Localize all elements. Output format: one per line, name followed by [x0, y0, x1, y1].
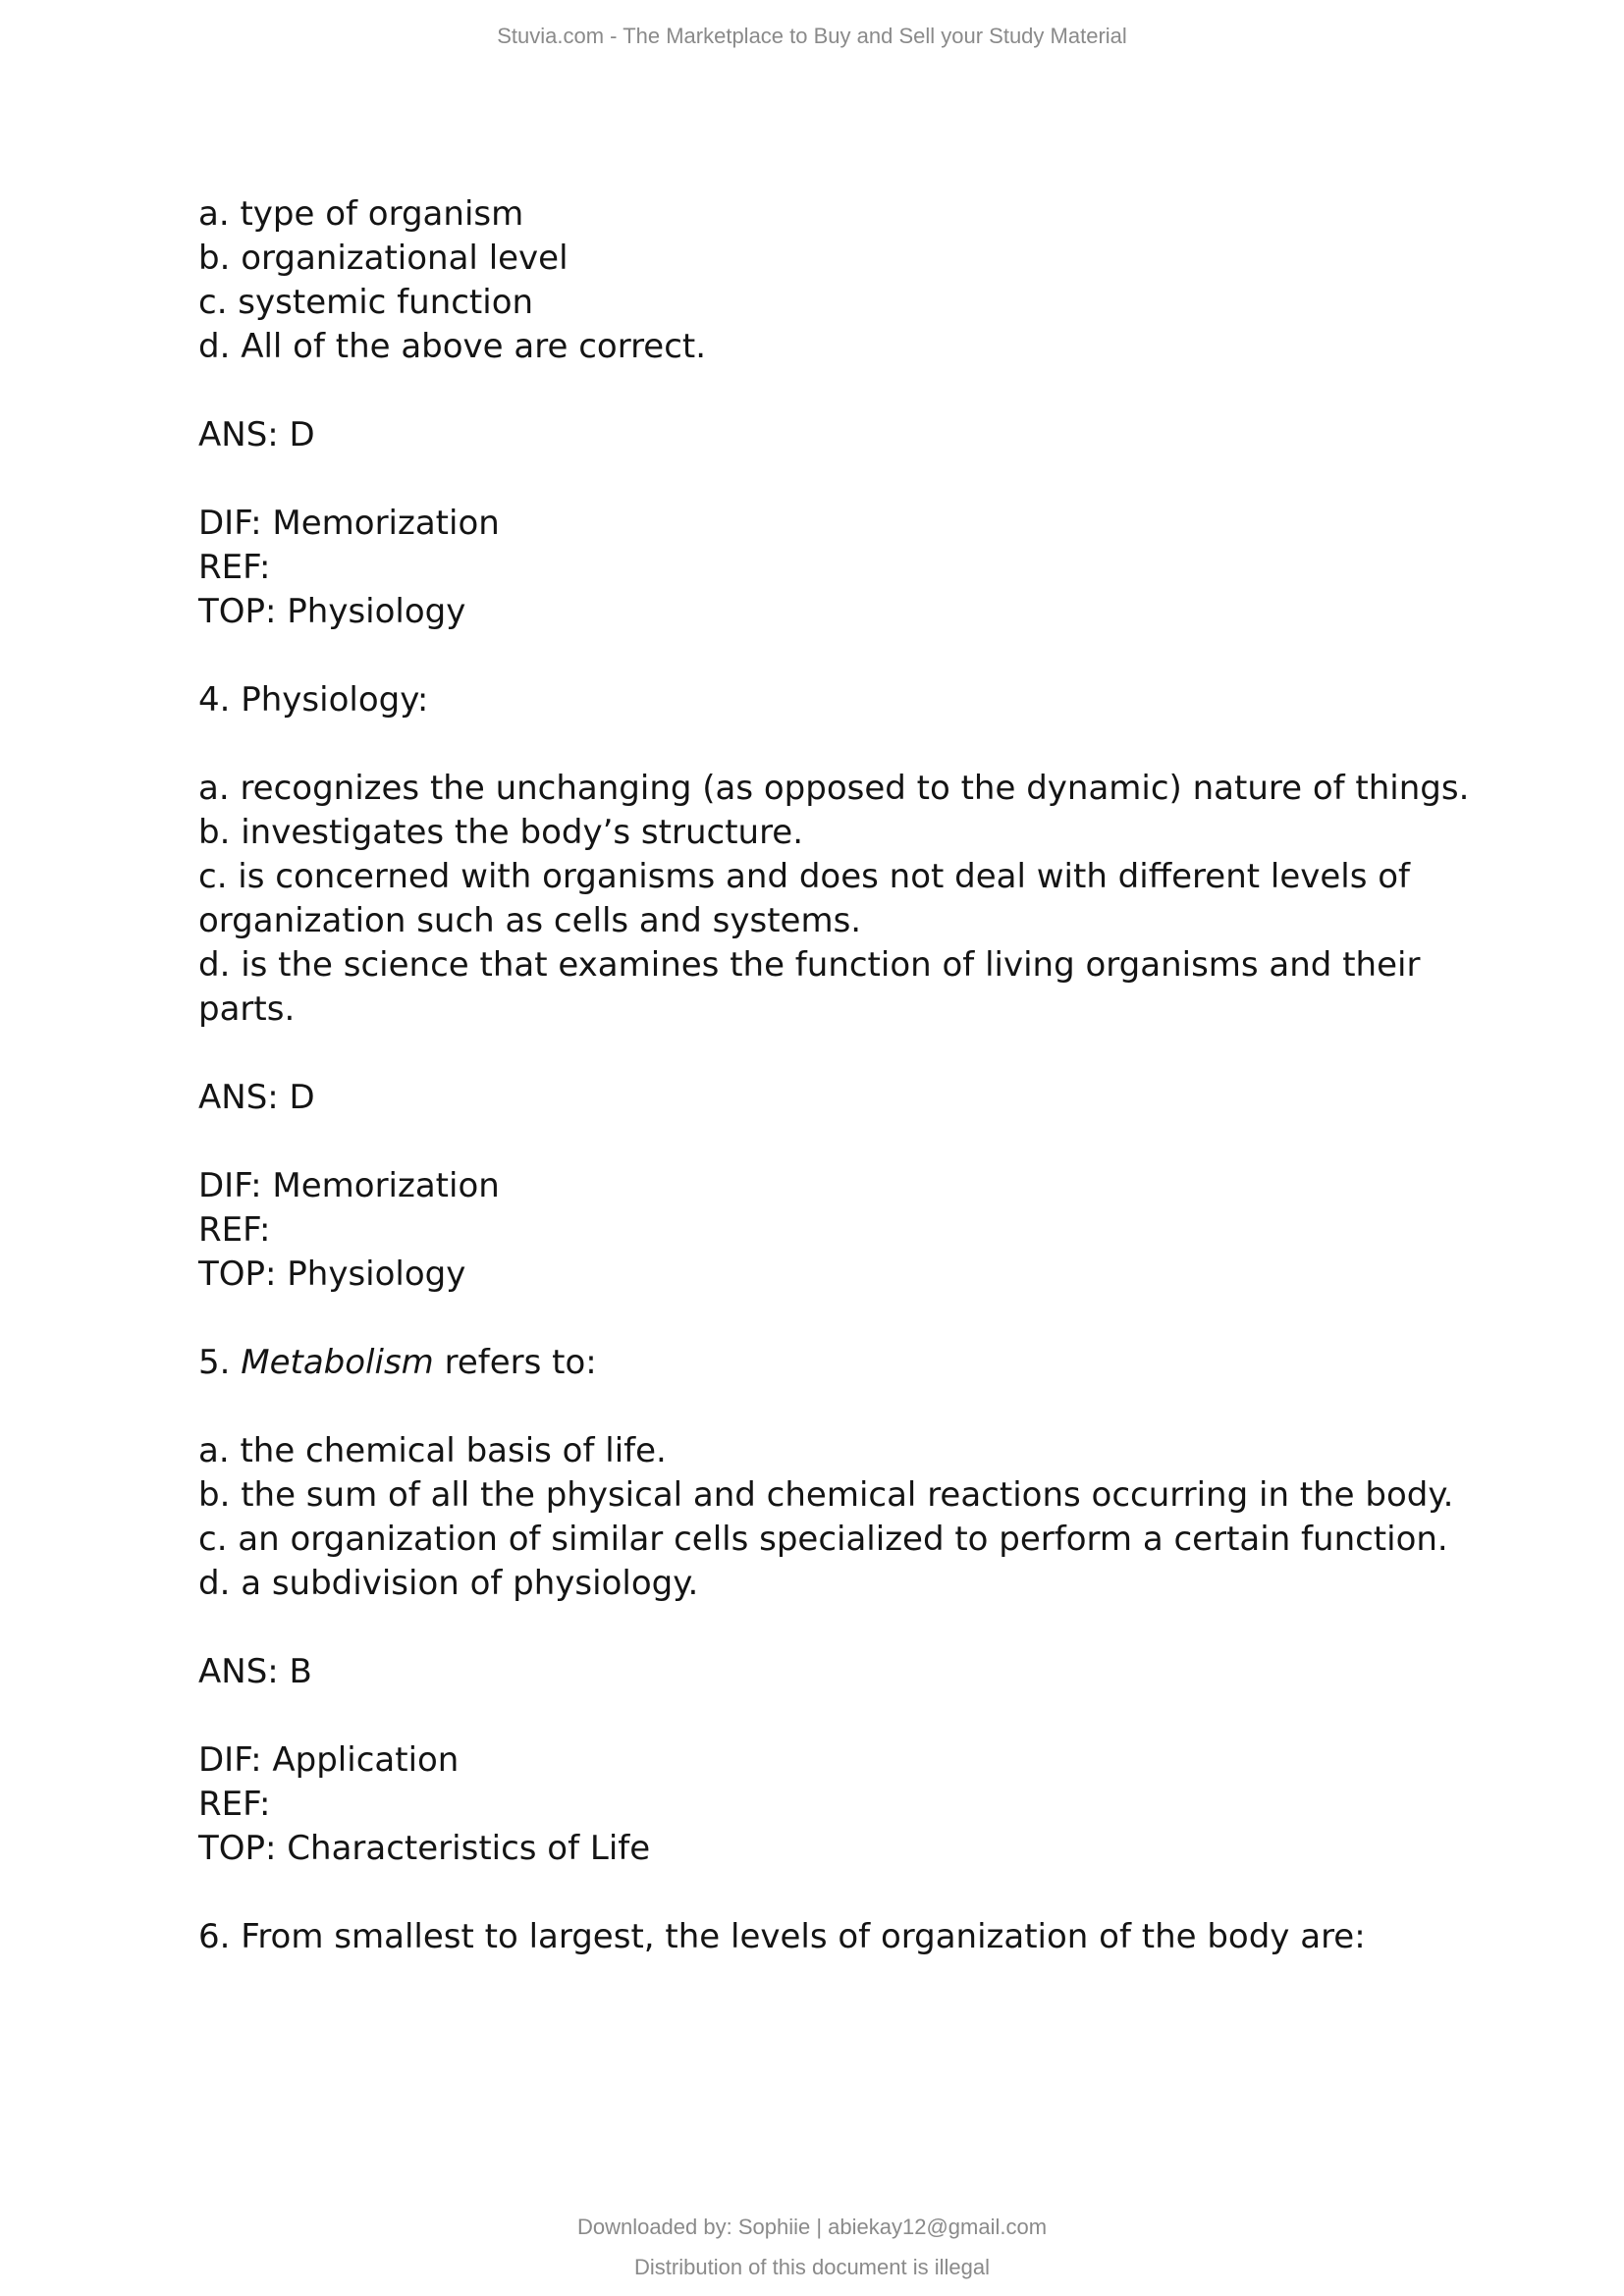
- q5-topic: TOP: Characteristics of Life: [198, 1829, 651, 1868]
- q3-option-b: b. organizational level: [198, 239, 568, 278]
- q5-stem: [198, 1341, 1475, 1385]
- q3-topic: TOP: Physiology: [198, 592, 466, 631]
- q5-answer: ANS: B: [198, 1652, 312, 1691]
- q5-option-c: c. an organization of similar cells specialized to perform a certain function.: [198, 1520, 1448, 1559]
- q4-option-d-cont: parts.: [198, 989, 296, 1029]
- footer-downloaded-by: Downloaded by: Sophiie | abiekay12@gmail.com: [576, 2215, 1048, 2239]
- q4-topic: TOP: Physiology: [198, 1255, 466, 1294]
- q3-option-c: c. systemic function: [198, 283, 534, 322]
- document-body: [198, 192, 1475, 1959]
- page-header: Stuvia.com - The Marketplace to Buy and Sell your Study Material: [497, 24, 1127, 48]
- q4-option-a: a. recognizes the unchanging (as opposed to the dynamic) nature of things.: [198, 769, 1470, 808]
- q6-stem: 6. From smallest to largest, the levels of organization of the body are:: [198, 1917, 1366, 1956]
- q4-option-b: b. investigates the body’s structure.: [198, 813, 804, 852]
- q5-option-a: a. the chemical basis of life.: [198, 1431, 667, 1470]
- q4-option-c-cont: organization such as cells and systems.: [198, 901, 862, 940]
- q4-option-c: c. is concerned with organisms and does not deal with different levels of: [198, 857, 1411, 896]
- q3-option-d: d. All of the above are correct.: [198, 327, 707, 366]
- q5-option-d: d. a subdivision of physiology.: [198, 1564, 699, 1603]
- q4-stem: 4. Physiology:: [198, 680, 429, 720]
- q4-answer: ANS: D: [198, 1078, 315, 1117]
- q5-option-b: b. the sum of all the physical and chemical reactions occurring in the body.: [198, 1475, 1454, 1515]
- q5-stem-rest: refers to:: [433, 1343, 597, 1382]
- q3-option-a: a. type of organism: [198, 194, 524, 234]
- q5-difficulty: DIF: Application: [198, 1740, 460, 1780]
- footer-distribution-notice: Distribution of this document is illegal: [634, 2255, 990, 2279]
- q4-reference: REF:: [198, 1210, 271, 1250]
- q3-answer: ANS: D: [198, 415, 315, 454]
- q5-stem-number: 5.: [198, 1343, 242, 1382]
- q4-difficulty: DIF: Memorization: [198, 1166, 500, 1205]
- q3-difficulty: DIF: Memorization: [198, 504, 500, 543]
- q5-reference: REF:: [198, 1785, 271, 1824]
- q5-stem-term: Metabolism: [241, 1343, 434, 1382]
- q4-option-d: d. is the science that examines the function of living organisms and their: [198, 945, 1421, 985]
- q3-reference: REF:: [198, 548, 271, 587]
